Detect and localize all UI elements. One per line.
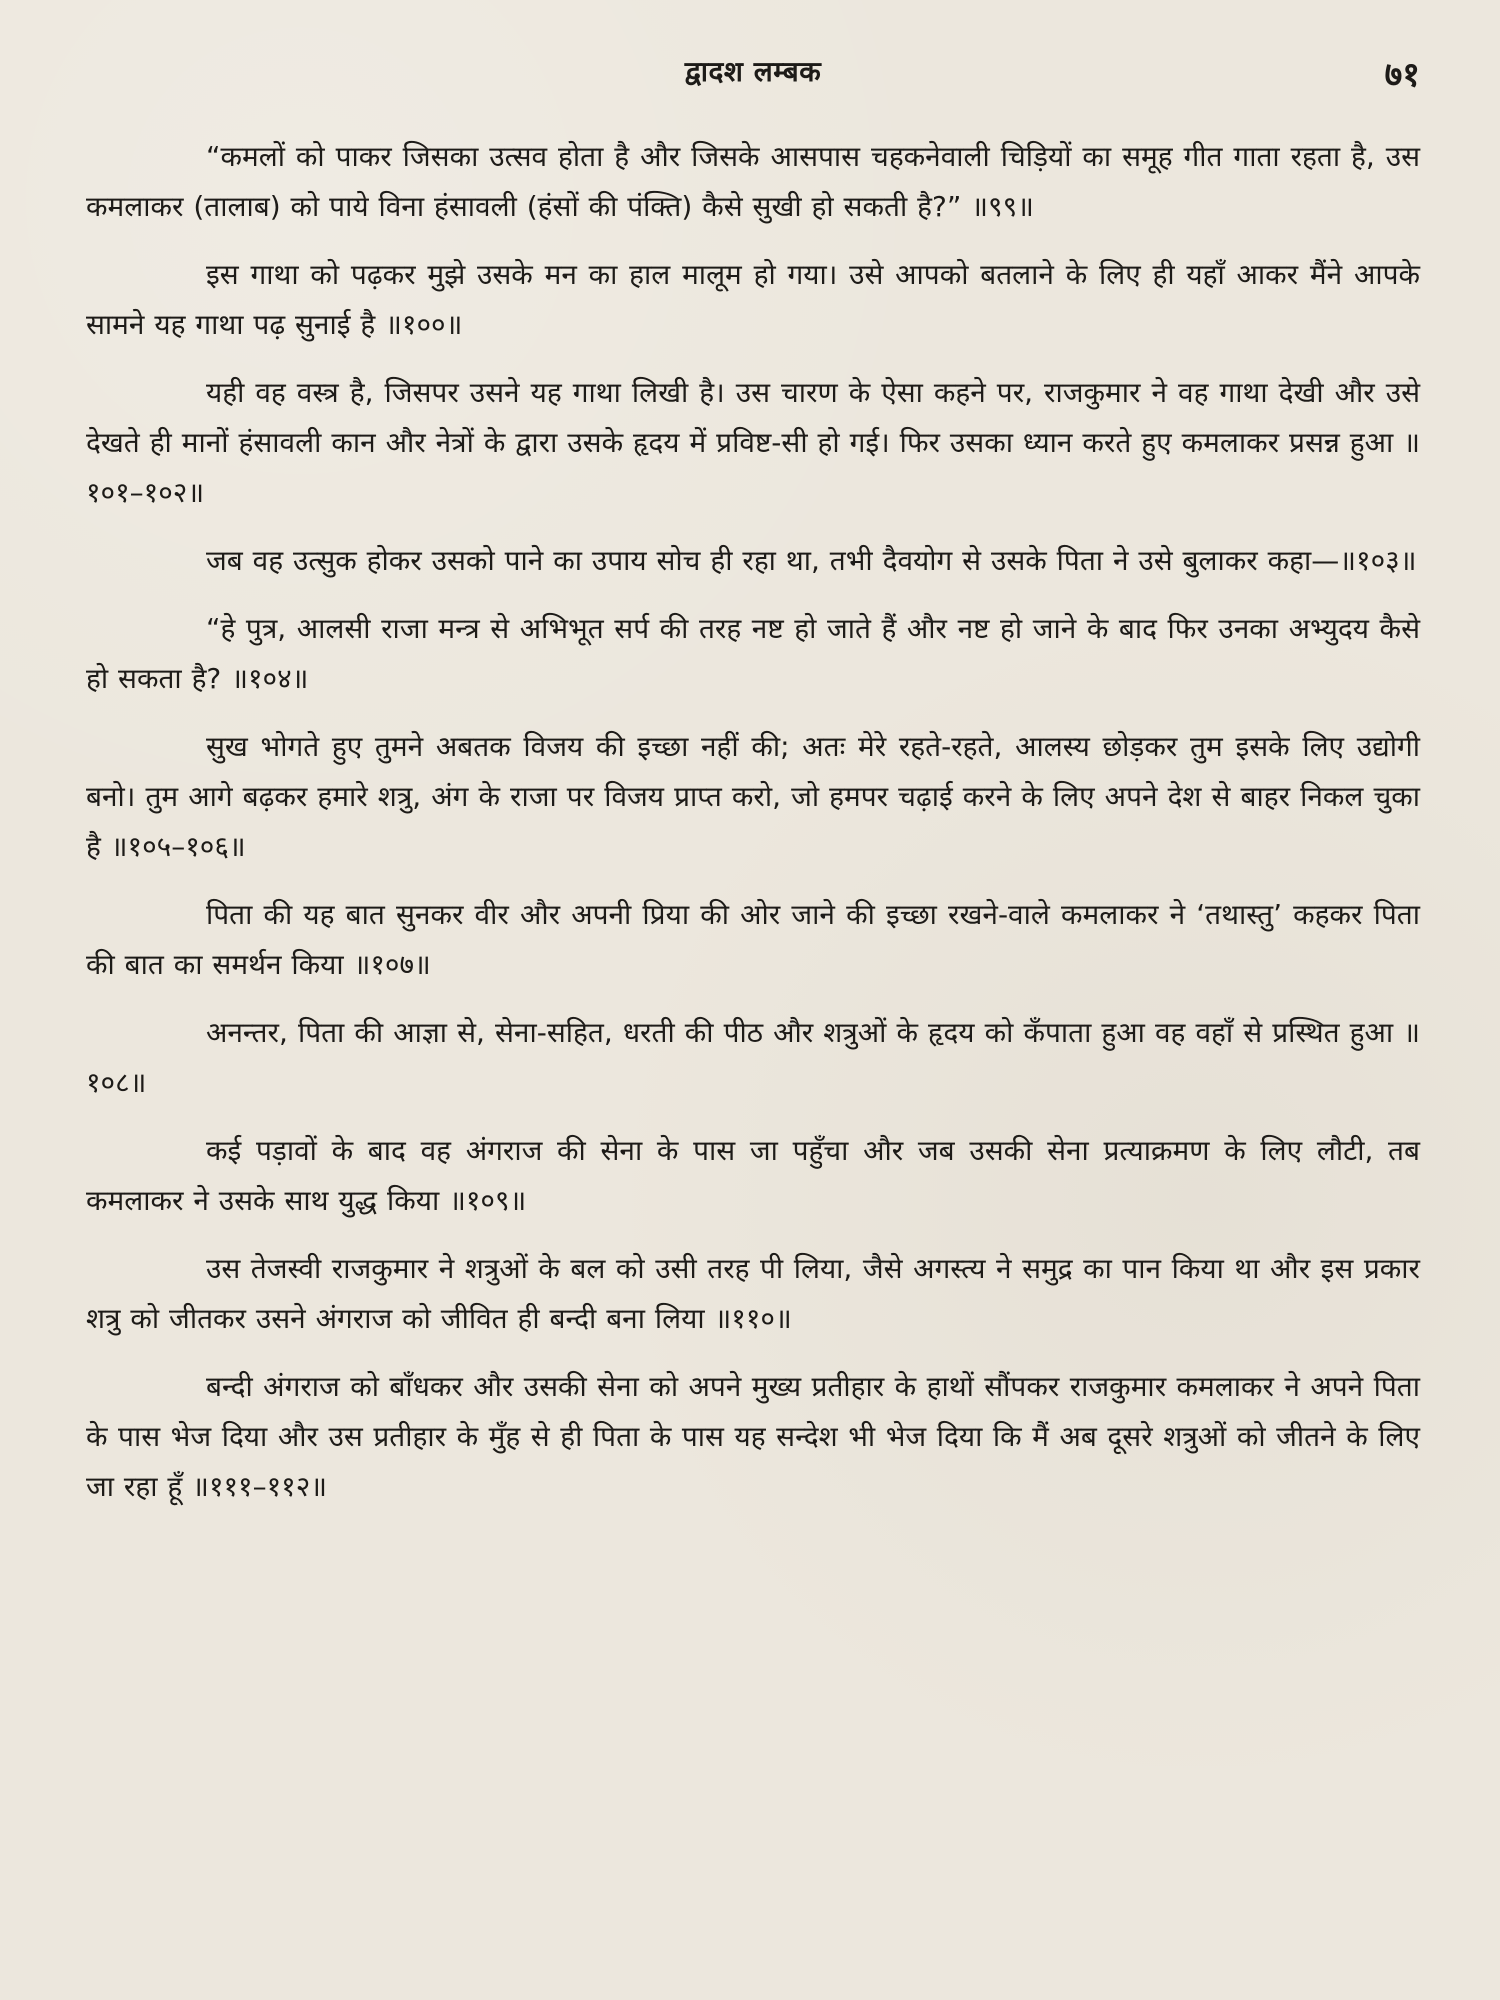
paragraph-100: इस गाथा को पढ़कर मुझे उसके मन का हाल मालूम हो गया। उसे आपको बतलाने के लिए ही यहाँ आकर मैंने आपके सामने यह गाथा पढ़ सुनाई है ॥१००॥ (86, 258, 1420, 341)
paragraph-105-106: सुख भोगते हुए तुमने अबतक विजय की इच्छा नहीं की; अतः मेरे रहते-रहते, आलस्य छोड़कर तुम इसके लिए उद्योगी बनो। तुम आगे बढ़कर हमारे शत्रु, अंग के राजा पर विजय प्राप्त करो, जो हमपर चढ़ाई करने के लिए अपने देश से बाहर निकल चुका है ॥१०५–१०६॥ (86, 730, 1420, 863)
paragraph-109: कई पड़ावों के बाद वह अंगराज की सेना के पास जा पहुँचा और जब उसकी सेना प्रत्याक्रमण के लिए लौटी, तब कमलाकर ने उसके साथ युद्ध किया ॥१०९॥ (86, 1134, 1420, 1217)
running-head: द्वादश लम्बक (684, 55, 822, 88)
paragraph-111-112: बन्दी अंगराज को बाँधकर और उसकी सेना को अपने मुख्य प्रतीहार के हाथों सौंपकर राजकुमार कमलाकर ने अपने पिता के पास भेज दिया और उस प्रतीहार के मुँह से ही पिता के पास यह सन्देश भी भेज दिया कि मैं अब दूसरे शत्रुओं को जीतने के लिए जा रहा हूँ ॥१११–११२॥ (86, 1370, 1420, 1503)
page-header (86, 52, 1420, 114)
paragraph-101-102: यही वह वस्त्र है, जिसपर उसने यह गाथा लिखी है। उस चारण के ऐसा कहने पर, राजकुमार ने वह गाथा देखी और उसे देखते ही मानों हंसावली कान और नेत्रों के द्वारा उसके हृदय में प्रविष्ट-सी हो गई। फिर उसका ध्यान करते हुए कमलाकर प्रसन्न हुआ ॥१०१–१०२॥ (86, 376, 1420, 509)
paragraph-110: उस तेजस्वी राजकुमार ने शत्रुओं के बल को उसी तरह पी लिया, जैसे अगस्त्य ने समुद्र का पान किया था और इस प्रकार शत्रु को जीतकर उसने अंगराज को जीवित ही बन्दी बना लिया ॥११०॥ (86, 1252, 1420, 1335)
paragraph-99: “कमलों को पाकर जिसका उत्सव होता है और जिसके आसपास चहकनेवाली चिड़ियों का समूह गीत गाता रहता है, उस कमलाकर (तालाब) को पाये विना हंसावली (हंसों की पंक्ति) कैसे सुखी हो सकती है?” ॥९९॥ (86, 140, 1420, 223)
paragraph-104: “हे पुत्र, आलसी राजा मन्त्र से अभिभूत सर्प की तरह नष्ट हो जाते हैं और नष्ट हो जाने के बाद फिर उनका अभ्युदय कैसे हो सकता है? ॥१०४॥ (86, 612, 1420, 695)
paragraph-107: पिता की यह बात सुनकर वीर और अपनी प्रिया की ओर जाने की इच्छा रखने-वाले कमलाकर ने ‘तथास्तु’ कहकर पिता की बात का समर्थन किया ॥१०७॥ (86, 898, 1420, 981)
body-text (86, 132, 1420, 1512)
page-number: ७१ (1384, 55, 1420, 95)
paragraph-103: जब वह उत्सुक होकर उसको पाने का उपाय सोच ही रहा था, तभी दैवयोग से उसके पिता ने उसे बुलाकर कहा—॥१०३॥ (206, 544, 1417, 577)
paragraph-108: अनन्तर, पिता की आज्ञा से, सेना-सहित, धरती की पीठ और शत्रुओं के हृदय को कँपाता हुआ वह वहाँ से प्रस्थित हुआ ॥१०८॥ (86, 1016, 1420, 1099)
